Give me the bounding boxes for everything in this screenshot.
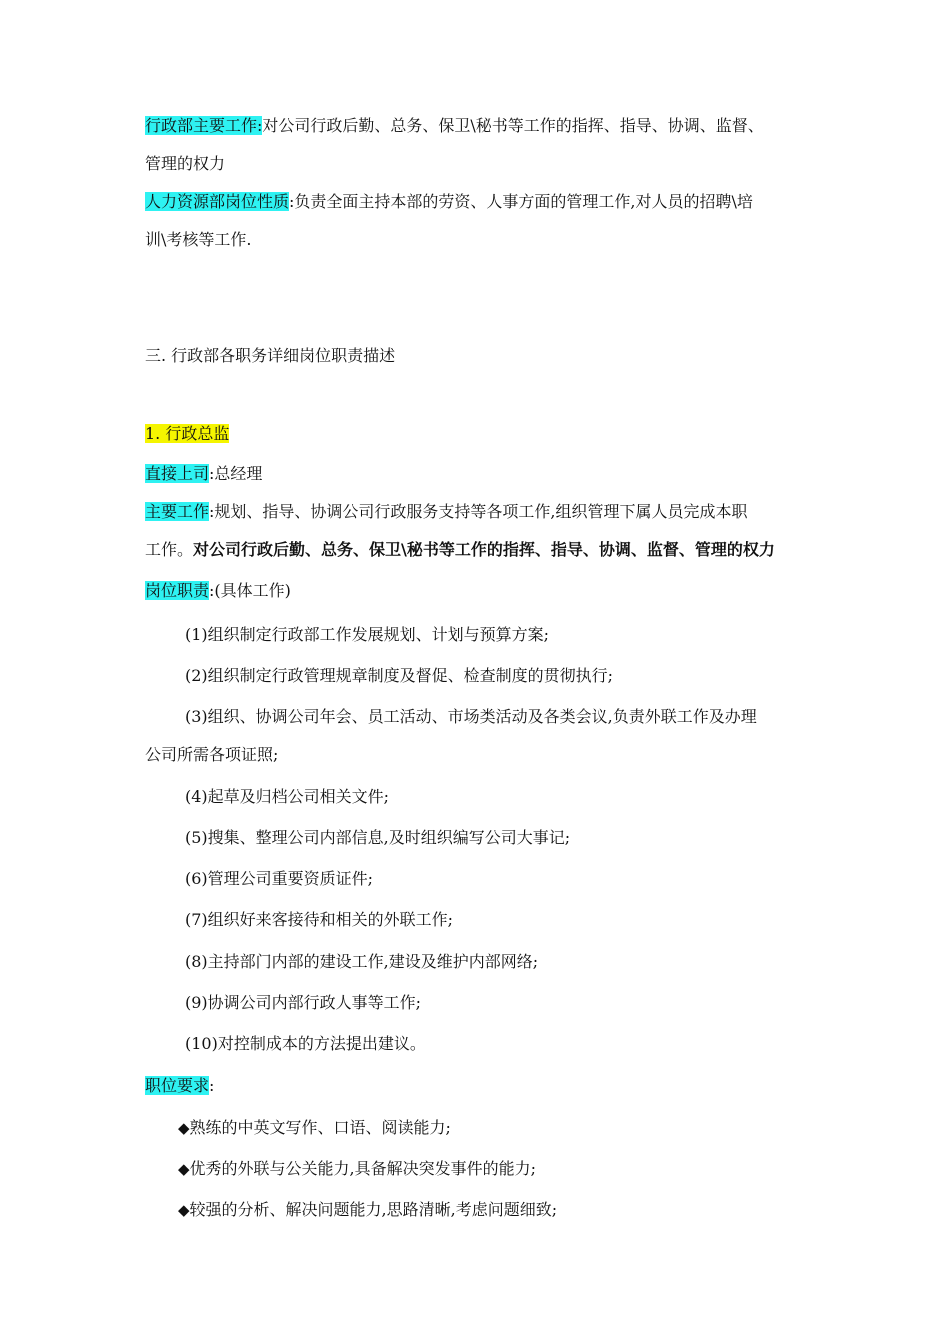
supervisor-label: 直接上司 <box>145 464 210 483</box>
diamond-bullet-icon: ◆ <box>178 1201 190 1219</box>
duty-item: (2)组织制定行政管理规章制度及督促、检查制度的贯彻执行; <box>185 666 614 685</box>
duty-item-cont: 公司所需各项证照; <box>145 745 279 764</box>
duties-label: 岗位职责 <box>145 581 210 600</box>
main-work-line-1 <box>145 501 810 523</box>
duty-item: (7)组织好来客接待和相关的外联工作; <box>185 910 454 929</box>
requirement-item <box>178 1117 810 1139</box>
duty-item: (3)组织、协调公司年会、员工活动、市场类活动及各类会议,负责外联工作及办理 <box>185 707 757 726</box>
main-work-text-cont: 工作。 <box>145 540 194 559</box>
supervisor-text: :总经理 <box>209 464 263 483</box>
diamond-bullet-icon: ◆ <box>178 1160 190 1178</box>
admin-work-line-1 <box>145 115 810 137</box>
duty-item: (10)对控制成本的方法提出建议。 <box>185 1034 426 1053</box>
duty-item: (9)协调公司内部行政人事等工作; <box>185 993 422 1012</box>
main-work-text: :规划、指导、协调公司行政服务支持等各项工作,组织管理下属人员完成本职 <box>209 502 748 521</box>
hr-nature-text: :负责全面主持本部的劳资、人事方面的管理工作,对人员的招聘\培 <box>289 192 753 211</box>
requirement-text: 优秀的外联与公关能力,具备解决突发事件的能力; <box>189 1159 537 1178</box>
hr-nature-line-1 <box>145 191 810 213</box>
requirements-label: 职位要求 <box>145 1076 210 1095</box>
duties-suffix: :(具体工作) <box>209 581 291 600</box>
admin-work-line-2 <box>145 153 810 175</box>
requirements-colon: : <box>209 1076 215 1095</box>
duty-item: (8)主持部门内部的建设工作,建设及维护内部网络; <box>185 952 539 971</box>
duties-header-line <box>145 580 810 602</box>
hr-nature-label: 人力资源部岗位性质 <box>145 192 290 211</box>
section-title: 三. 行政部各职务详细岗位职责描述 <box>145 346 396 365</box>
main-work-line-2 <box>145 539 810 561</box>
duty-item: (5)搜集、整理公司内部信息,及时组织编写公司大事记; <box>185 828 571 847</box>
position-title-line <box>145 423 810 445</box>
requirement-text: 较强的分析、解决问题能力,思路清晰,考虑问题细致; <box>189 1200 558 1219</box>
admin-work-text-cont: 管理的权力 <box>145 154 226 173</box>
hr-nature-text-cont: 训\考核等工作. <box>145 230 252 249</box>
requirement-item <box>178 1158 810 1180</box>
duty-item: (6)管理公司重要资质证件; <box>185 869 374 888</box>
main-work-label: 主要工作 <box>145 502 210 521</box>
duty-item: (4)起草及归档公司相关文件; <box>185 787 390 806</box>
main-work-authority: 对公司行政后勤、总务、保卫\秘书等工作的指挥、指导、协调、监督、管理的权力 <box>193 540 775 559</box>
position-title: 1. 行政总监 <box>145 424 230 443</box>
supervisor-line <box>145 463 810 485</box>
requirement-text: 熟练的中英文写作、口语、阅读能力; <box>189 1118 451 1137</box>
diamond-bullet-icon: ◆ <box>178 1119 190 1137</box>
admin-work-text: 对公司行政后勤、总务、保卫\秘书等工作的指挥、指导、协调、监督、 <box>262 116 764 135</box>
duty-item: (1)组织制定行政部工作发展规划、计划与预算方案; <box>185 625 550 644</box>
requirements-header-line <box>145 1075 810 1097</box>
requirement-item <box>178 1199 810 1221</box>
admin-work-label: 行政部主要工作: <box>145 116 263 135</box>
hr-nature-line-2 <box>145 229 810 251</box>
